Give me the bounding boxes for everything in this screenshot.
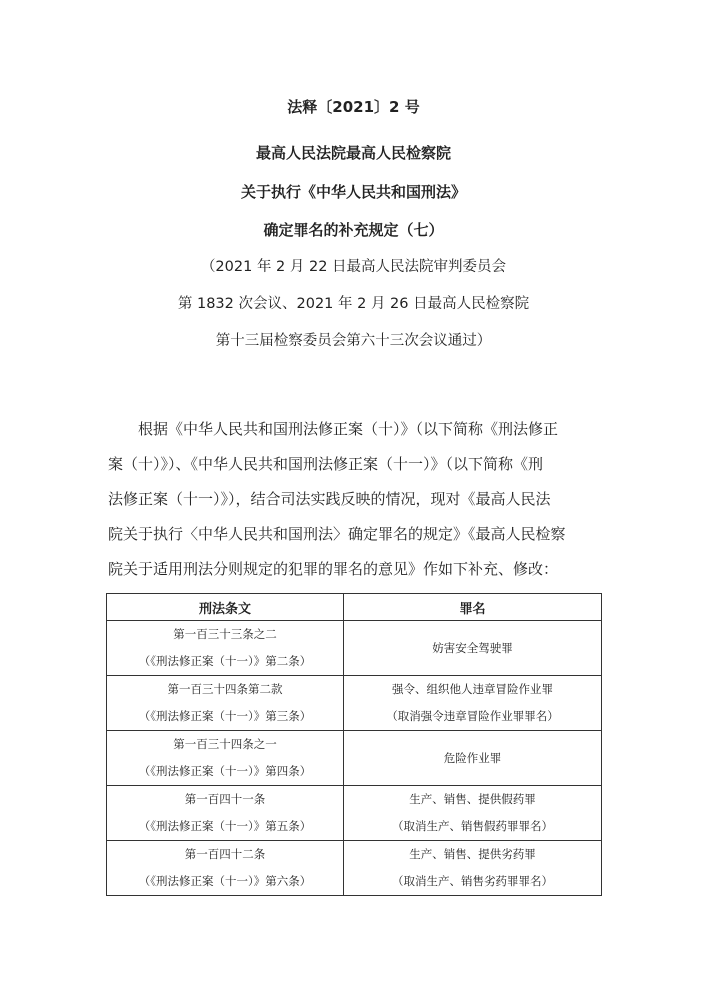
title-line-3: 确定罪名的补充规定（七） xyxy=(263,221,444,239)
table-row xyxy=(107,786,602,841)
charge-note: （取消生产、销售假药罪罪名） xyxy=(392,819,553,833)
title-line-2: 关于执行《中华人民共和国刑法》 xyxy=(240,183,466,201)
header-charge: 罪名 xyxy=(344,594,602,621)
article-cell xyxy=(107,621,344,676)
table-row xyxy=(107,841,602,896)
charge-name: 强令、组织他人违章冒险作业罪 xyxy=(392,682,553,696)
title-line-1: 最高人民法院最高人民检察院 xyxy=(255,144,451,162)
paragraph-line: 院关于执行〈中华人民共和国刑法〉确定罪名的规定》《最高人民检察 xyxy=(108,525,566,543)
adoption-note-line-1: （2021 年 2 月 22 日最高人民法院审判委员会 xyxy=(200,259,507,275)
charge-name: 危险作业罪 xyxy=(443,750,502,765)
table-row xyxy=(107,676,602,731)
header-article: 刑法条文 xyxy=(107,594,344,621)
paragraph-line: 法修正案（十一）》），结合司法实践反映的情况，现对《最高人民法 xyxy=(108,490,551,508)
preamble-paragraph xyxy=(108,412,602,587)
adoption-note-line-2: 第 1832 次会议、2021 年 2 月 26 日最高人民检察院 xyxy=(177,296,530,312)
charges-table xyxy=(106,593,602,896)
amendment-ref: （《刑法修正案（十一）》第二条） xyxy=(138,654,312,668)
charge-cell xyxy=(344,621,602,676)
article-cell xyxy=(107,786,344,841)
article-text: 第一百四十二条 xyxy=(184,847,266,861)
paragraph-line: 案（十）》）、《中华人民共和国刑法修正案（十一）》（以下简称《刑 xyxy=(108,455,544,473)
amendment-ref: （《刑法修正案（十一）》第五条） xyxy=(138,819,312,833)
article-text: 第一百四十一条 xyxy=(184,792,266,806)
article-text: 第一百三十四条之一 xyxy=(173,737,277,751)
charge-name: 妨害安全驾驶罪 xyxy=(432,640,513,655)
charge-cell xyxy=(344,731,602,786)
table-header-row xyxy=(107,594,602,621)
charge-name: 生产、销售、提供假药罪 xyxy=(409,792,536,806)
adoption-note-line-3: 第十三届检察委员会第六十三次会议通过） xyxy=(215,333,492,349)
article-cell xyxy=(107,731,344,786)
document-number: 法释〔2021〕2 号 xyxy=(287,98,420,116)
charge-cell xyxy=(344,676,602,731)
article-text: 第一百三十四条第二款 xyxy=(167,682,283,696)
charge-name: 生产、销售、提供劣药罪 xyxy=(409,847,536,861)
amendment-ref: （《刑法修正案（十一）》第六条） xyxy=(138,874,312,888)
table-row xyxy=(107,621,602,676)
article-text: 第一百三十三条之二 xyxy=(173,627,277,641)
amendment-ref: （《刑法修正案（十一）》第四条） xyxy=(138,764,312,778)
table-row xyxy=(107,731,602,786)
paragraph-line: 根据《中华人民共和国刑法修正案（十）》（以下简称《刑法修正 xyxy=(138,420,559,438)
article-cell xyxy=(107,841,344,896)
article-cell xyxy=(107,676,344,731)
charge-cell xyxy=(344,841,602,896)
paragraph-line: 院关于适用刑法分则规定的犯罪的罪名的意见》作如下补充、修改： xyxy=(108,560,559,578)
amendment-ref: （《刑法修正案（十一）》第三条） xyxy=(138,709,312,723)
charge-cell xyxy=(344,786,602,841)
charge-note: （取消强令违章冒险作业罪罪名） xyxy=(386,709,559,723)
charge-note: （取消生产、销售劣药罪罪名） xyxy=(392,874,553,888)
